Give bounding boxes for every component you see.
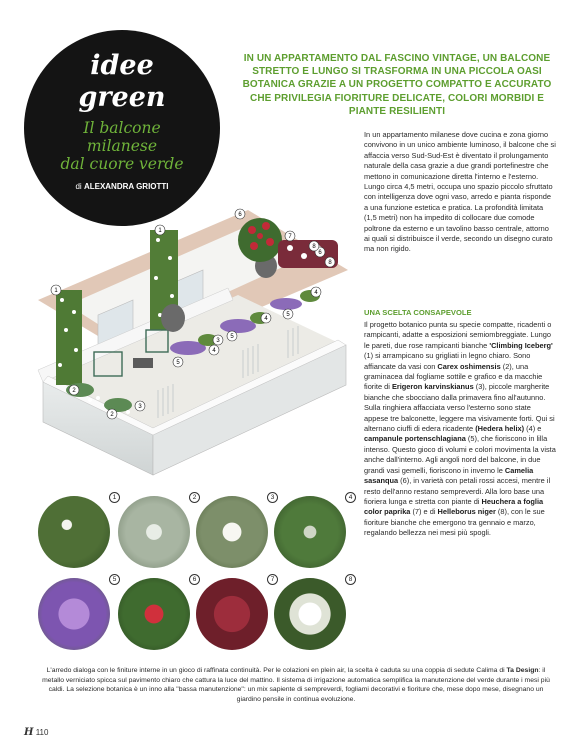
byline-author: ALEXANDRA GRIOTTI bbox=[83, 182, 169, 191]
svg-text:1: 1 bbox=[54, 288, 58, 294]
plant-photo bbox=[38, 496, 110, 568]
illustration-marker bbox=[107, 409, 117, 419]
article-title-line1: Il balcone bbox=[83, 119, 161, 137]
body-text-run: (2), una graminacea dal fogliame sottile e grafico e da macchie fiorite di bbox=[364, 361, 543, 392]
illustration-marker bbox=[261, 313, 271, 323]
article-title-line2: milanese bbox=[86, 137, 158, 155]
svg-text:3: 3 bbox=[216, 338, 220, 344]
body-text-run: (1) si arrampicano su grigliati in legno chiaro. Sono affiancate da vasi con bbox=[364, 351, 531, 371]
plant-number-badge: 4 bbox=[345, 492, 356, 503]
plant-name: campanule portenschlagiana bbox=[364, 434, 466, 444]
illustration-marker bbox=[311, 287, 321, 297]
caption-text-run: : il metallo verniciato spicca sul pavimento chiaro che cattura la luce del mattino. Il sistema di irrigazione automatica semplifica la manutenzione del verde durante i mesi più caldi. La selezione botanica è un inno alla "bassa manutenzione": un mix sapiente di sempreverdi, fogliami decorativi e fioriture che, mese dopo mese, disegnano un giardino pensile in continua evoluzione. bbox=[42, 667, 550, 703]
svg-text:6: 6 bbox=[318, 250, 322, 256]
plant-name: Heuchera a foglia color paprika bbox=[364, 496, 544, 517]
plant-name: Erigeron karvinskianus bbox=[391, 382, 474, 392]
plant-photo bbox=[274, 496, 346, 568]
svg-text:2: 2 bbox=[72, 388, 76, 394]
page-number: 110 bbox=[35, 728, 49, 737]
magazine-logo: H bbox=[24, 727, 34, 738]
svg-text:5: 5 bbox=[176, 360, 180, 366]
caption-brand: Ta Design bbox=[506, 667, 539, 674]
plant-number-badge: 3 bbox=[267, 492, 278, 503]
body-text-run: (6), in varietà con petali rossi accesi, mentre il resto dell'anno restano sempreverdi. Alla loro base una fioriera lunga e stretta con piante di bbox=[364, 476, 551, 506]
body-text-run: Il progetto botanico punta su specie compatte, ricadenti o rampicanti, adatte a esposizioni semiombreggiate. Lungo le pareti, due rose rampicanti bianche bbox=[364, 320, 552, 350]
svg-text:3: 3 bbox=[138, 404, 142, 410]
body-paragraph bbox=[364, 320, 556, 539]
illustration-marker bbox=[283, 309, 293, 319]
svg-text:6: 6 bbox=[238, 212, 242, 218]
plant-name: Carex oshimensis bbox=[437, 361, 501, 371]
body-text-run: (5), che fioriscono in lilla intenso. Questo gioco di volumi e colori movimenta la vista anche dall'interno. Agli angoli nord del balcone, in due grandi vasi gemelli, fioriscono in inverno le bbox=[364, 434, 556, 475]
plant-number-badge: 6 bbox=[189, 574, 200, 585]
body-text-run: (7) e di bbox=[410, 507, 438, 517]
byline-prefix: di bbox=[75, 182, 82, 191]
illustration-marker bbox=[173, 357, 183, 367]
plant-name: Camelia sasanqua bbox=[364, 465, 534, 486]
svg-text:5: 5 bbox=[286, 312, 290, 318]
caption bbox=[40, 666, 552, 704]
illustration-marker bbox=[209, 345, 219, 355]
article-title-line3: dal cuore verde bbox=[60, 155, 184, 173]
section-label-line1: idee bbox=[90, 50, 154, 81]
svg-text:4: 4 bbox=[314, 290, 318, 296]
byline bbox=[24, 182, 220, 191]
svg-text:7: 7 bbox=[288, 234, 292, 240]
svg-text:2: 2 bbox=[110, 412, 114, 418]
svg-text:1: 1 bbox=[158, 228, 162, 234]
illustration-marker bbox=[227, 331, 237, 341]
article-deck: IN UN APPARTAMENTO DAL FASCINO VINTAGE, UN BALCONE STRETTO E LUNGO SI TRASFORMA IN UNA PICCOLA OASI BOTANICA GRAZIE A UN PROGETTO COMPATTO E ACCURATO CHE PRIVILEGIA FIORITURE DELICATE, COLORI MORBIDI E PIANTE RESILIENTI bbox=[242, 53, 552, 117]
illustration-marker bbox=[309, 241, 319, 251]
plant-photo bbox=[118, 496, 190, 568]
plant-photo bbox=[274, 578, 346, 650]
illustration-marker bbox=[285, 231, 295, 241]
svg-text:5: 5 bbox=[230, 334, 234, 340]
plant-photo bbox=[38, 578, 110, 650]
plant-name: 'Climbing Iceberg' bbox=[489, 340, 553, 350]
illustration-marker bbox=[155, 225, 165, 235]
body-text-run: (4) e bbox=[524, 424, 542, 434]
illustration-marker bbox=[235, 209, 245, 219]
illustration-marker bbox=[213, 335, 223, 345]
svg-text:4: 4 bbox=[264, 316, 268, 322]
illustration-marker bbox=[69, 385, 79, 395]
illustration-marker bbox=[135, 401, 145, 411]
intro-paragraph: In un appartamento milanese dove cucina e zona giorno convivono in un unico ambiente luminoso, il balcone che si affaccia verso Sud-Sud-Est è diventato il prolungamento naturale della casa grazie a due grandi portefinestre che mettono in comunicazione diretta l'interno e l'esterno. Lungo circa 4,5 metri, occupa uno spazio piccolo sfruttato con intelligenza dove ogni vaso, arredo e pianta risponde a una funzione estetica e pratica. La profondità limitata (1,5 metri) non ha impedito di collocare due comode poltrone da esterno e un tavolino basso centrale, attorno ai quali si distribuisce il verde, secondo un disegno curato ma non rigido. bbox=[364, 130, 556, 254]
caption-text-run: L'arredo dialoga con le finiture interne in un gioco di raffinata continuità. Per le colazioni en plein air, la scelta è caduta su una coppia di sedute Calima di bbox=[46, 667, 507, 674]
plant-photo bbox=[118, 578, 190, 650]
plant-photo bbox=[196, 578, 268, 650]
plant-number-badge: 1 bbox=[109, 492, 120, 503]
balcony-illustration bbox=[28, 200, 358, 480]
section-label-line2: green bbox=[78, 82, 166, 113]
body-text-run: (3), piccole margherite bianche che sbocciano dalla primavera fino all'autunno. Sulla ringhiera affacciata verso l'esterno sono state appese tre balconette, leggere ma visivamente forti. Qui si alternano ciuffi di edera ricadente bbox=[364, 382, 555, 434]
svg-text:8: 8 bbox=[328, 260, 332, 266]
plant-name: Helleborus niger bbox=[437, 507, 496, 517]
plant-number-badge: 7 bbox=[267, 574, 278, 585]
plant-number-badge: 2 bbox=[189, 492, 200, 503]
plant-number-badge: 5 bbox=[109, 574, 120, 585]
section-subhead: UNA SCELTA CONSAPEVOLE bbox=[364, 308, 472, 317]
illustration-marker bbox=[325, 257, 335, 267]
plant-name: (Hedera helix) bbox=[475, 424, 525, 434]
svg-text:4: 4 bbox=[212, 348, 216, 354]
header-badge bbox=[24, 30, 220, 226]
plant-number-badge: 8 bbox=[345, 574, 356, 585]
plant-photo bbox=[196, 496, 268, 568]
body-text-run: (8), con le sue fioriture bianche che emergono tra gennaio e marzo, regalando bellezza nei mesi più spogli. bbox=[364, 507, 545, 538]
svg-text:8: 8 bbox=[312, 244, 316, 250]
illustration-marker bbox=[51, 285, 61, 295]
folio bbox=[24, 727, 48, 738]
